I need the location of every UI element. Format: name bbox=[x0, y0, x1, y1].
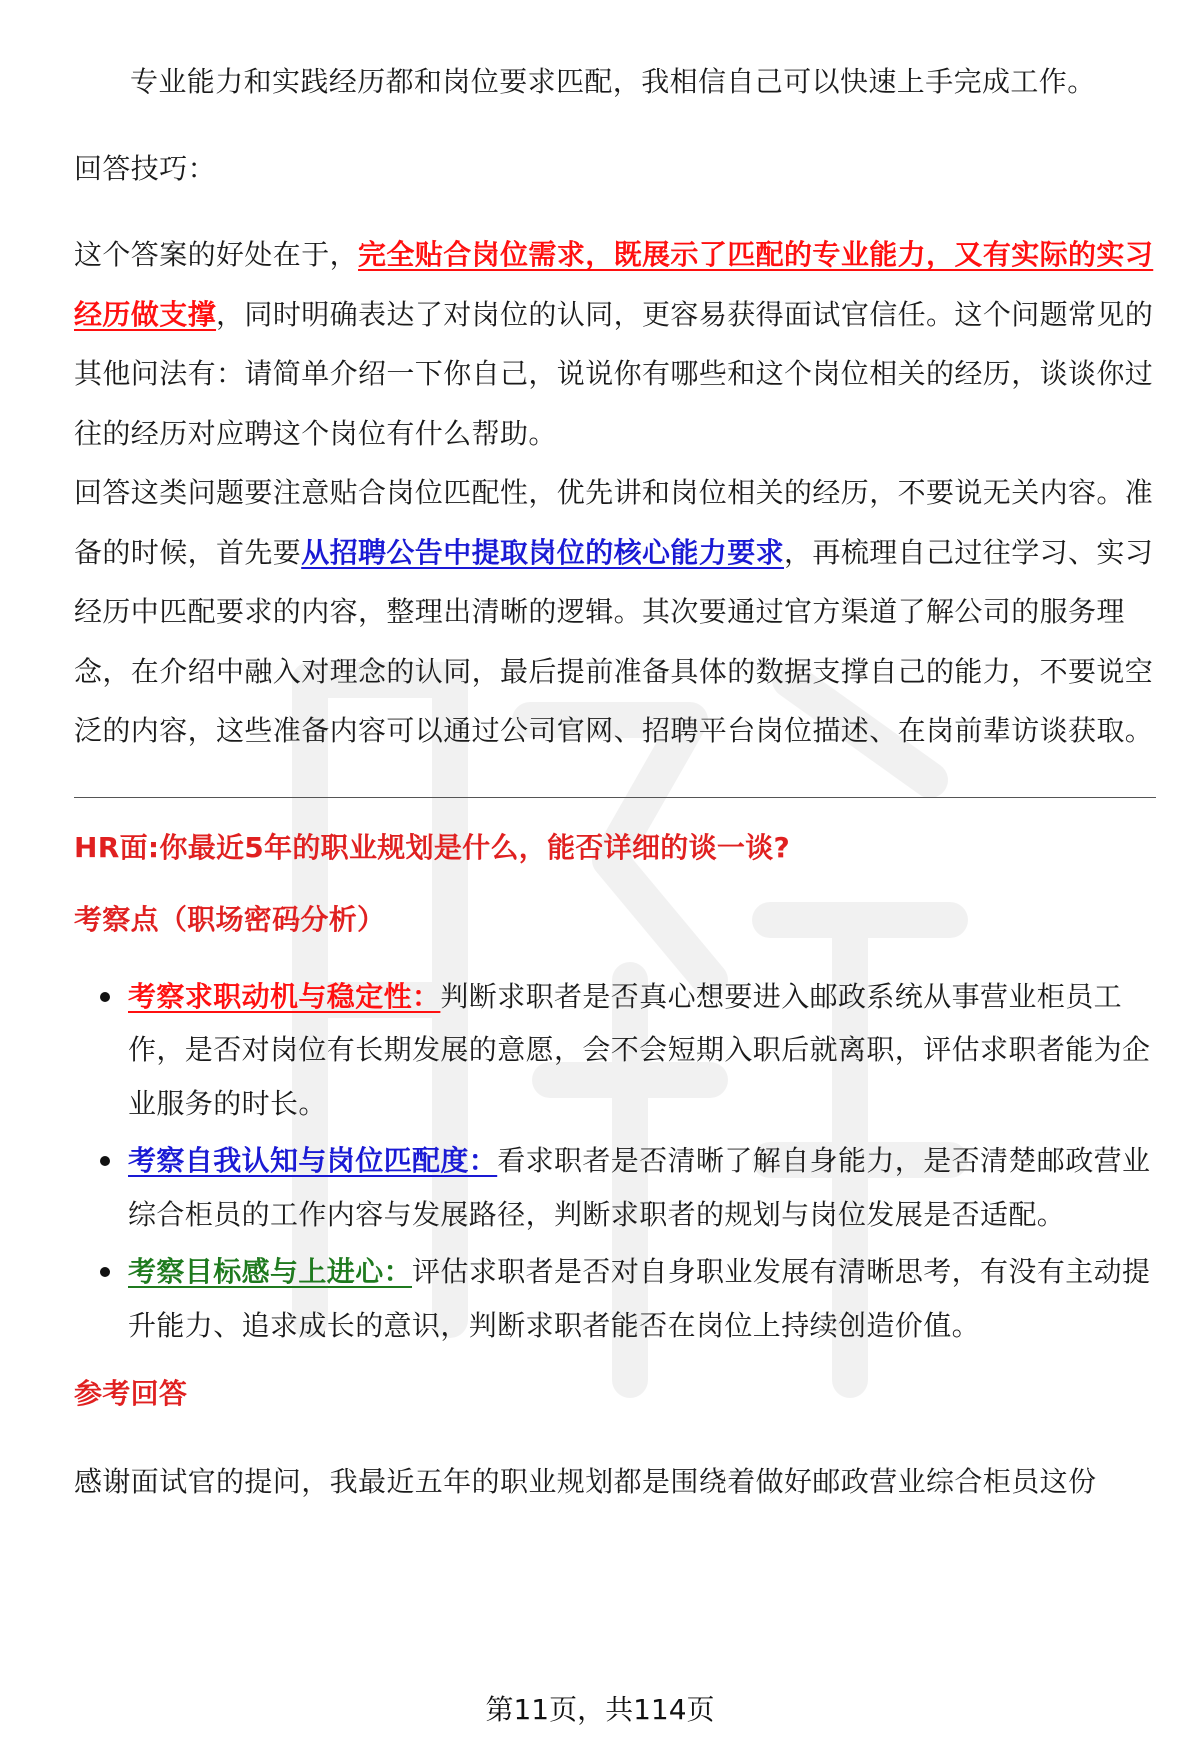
analysis-item bbox=[74, 1245, 1156, 1352]
analysis-item-title: 考察求职动机与稳定性： bbox=[128, 979, 441, 1013]
document-page bbox=[74, 52, 1156, 1512]
analysis-item bbox=[74, 1134, 1156, 1241]
intro-paragraph: 专业能力和实践经历都和岗位要求匹配，我相信自己可以快速上手完成工作。 bbox=[130, 65, 1096, 98]
analysis-title: 考察点（职场密码分析） bbox=[74, 902, 386, 936]
tips-p2-highlight: 从招聘公告中提取岗位的核心能力要求 bbox=[301, 535, 785, 569]
analysis-item-text: 判断求职者是否真心想要进入邮政系统从事营业柜员工作，是否对岗位有长期发展的意愿，会不会短期入职后就离职，评估求职者能为企业服务的时长。 bbox=[128, 979, 1151, 1120]
tips-p1-text-before: 这个答案的好处在于， bbox=[74, 238, 359, 271]
tips-p1-text-after: ，同时明确表达了对岗位的认同，更容易获得面试官信任。这个问题常见的其他问法有：请简单介绍一下你自己，说说你有哪些和这个岗位相关的经历，谈谈你过往的经历对应聘这个岗位有什么帮助。 bbox=[74, 297, 1154, 450]
tips-paragraph-2 bbox=[74, 463, 1156, 761]
analysis-item bbox=[74, 970, 1156, 1131]
answer-title: 参考回答 bbox=[74, 1377, 188, 1410]
answer-paragraph: 感谢面试官的提问，我最近五年的职业规划都是围绕着做好邮政营业综合柜员这份 bbox=[74, 1465, 1097, 1498]
analysis-item-text: 评估求职者是否对自身职业发展有清晰思考，有没有主动提升能力、追求成长的意识，判断求职者能否在岗位上持续创造价值。 bbox=[128, 1255, 1151, 1342]
analysis-item-text: 看求职者是否清晰了解自身能力，是否清楚邮政营业综合柜员的工作内容与发展路径，判断求职者的规划与岗位发展是否适配。 bbox=[128, 1144, 1151, 1231]
section-divider bbox=[74, 797, 1156, 798]
analysis-item-title: 考察自我认知与岗位匹配度： bbox=[128, 1144, 498, 1177]
tips-p2-text-after: ，再梳理自己过往学习、实习经历中匹配要求的内容，整理出清晰的逻辑。其次要通过官方渠道了解公司的服务理念，在介绍中融入对理念的认同，最后提前准备具体的数据支撑自己的能力，不要说空泛的内容，这些准备内容可以通过公司官网、招聘平台岗位描述、在岗前辈访谈获取。 bbox=[74, 535, 1154, 747]
page-number-footer: 第11页，共114页 bbox=[485, 1693, 715, 1726]
tips-p1-highlight: 完全贴合岗位需求，既展示了匹配的专业能力，又有实际的实习经历做支撑 bbox=[74, 238, 1154, 331]
tips-label: 回答技巧： bbox=[74, 151, 217, 185]
bullet-dot-icon bbox=[100, 992, 110, 1002]
interview-question: HR面:你最近5年的职业规划是什么，能否详细的谈一谈? bbox=[74, 830, 791, 864]
bullet-dot-icon bbox=[100, 1267, 110, 1277]
tips-paragraph-1 bbox=[74, 225, 1156, 463]
analysis-item-title: 考察目标感与上进心： bbox=[128, 1255, 413, 1288]
tips-p2-text-before: 回答这类问题要注意贴合岗位匹配性，优先讲和岗位相关的经历，不要说无关内容。准备的时候，首先要 bbox=[74, 476, 1154, 569]
analysis-list bbox=[74, 970, 1156, 1353]
bullet-dot-icon bbox=[100, 1156, 110, 1166]
